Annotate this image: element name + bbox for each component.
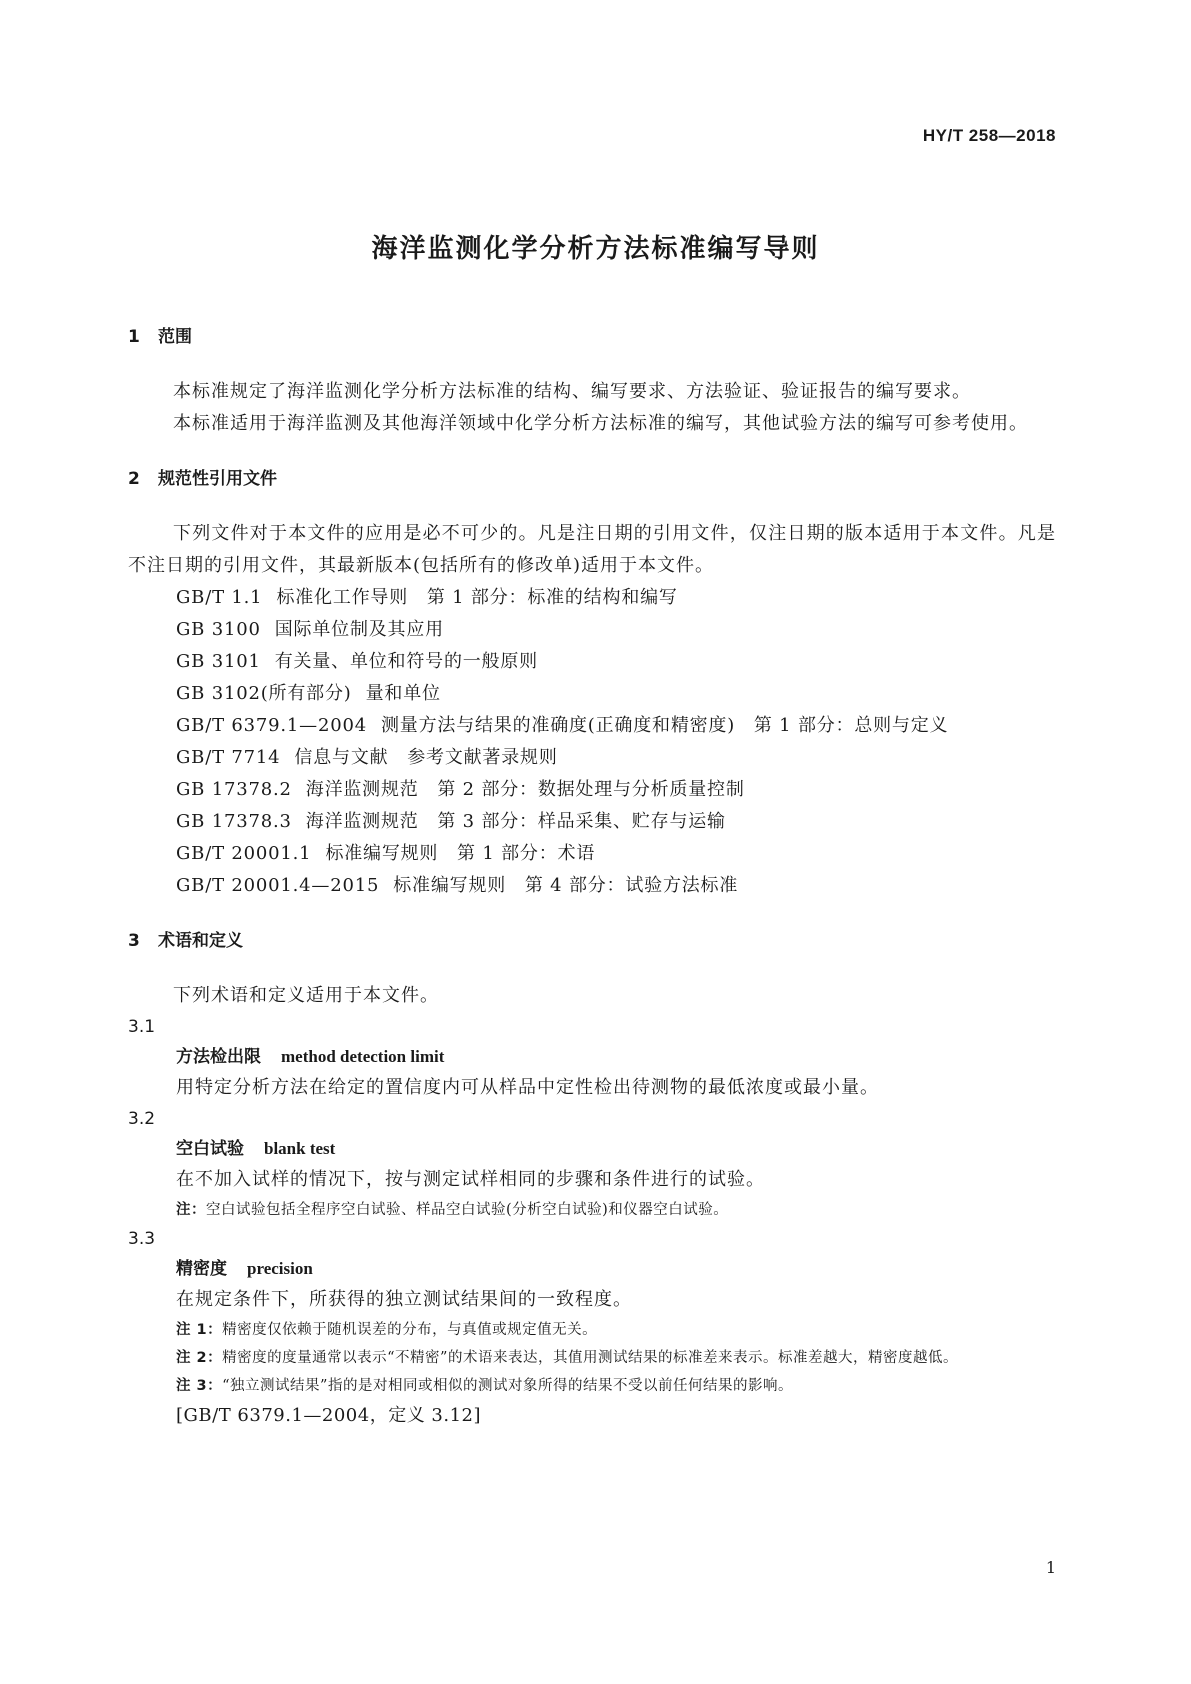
term-heading — [128, 1254, 1056, 1284]
term-definition: 在规定条件下，所获得的独立测试结果间的一致程度。 — [176, 1289, 632, 1310]
reference-title: 海洋监测规范 第 2 部分：数据处理与分析质量控制 — [305, 779, 745, 800]
term-number: 3.1 — [128, 1017, 156, 1037]
reference-code: GB 3101 — [176, 651, 261, 672]
section-number: 1 — [128, 327, 140, 347]
section-title: 范围 — [158, 327, 192, 347]
term-source-reference: [GB/T 6379.1—2004，定义 3.12] — [176, 1405, 482, 1426]
note-label: 注 2： — [176, 1350, 223, 1366]
reference-item — [128, 806, 1056, 838]
reference-item — [128, 646, 1056, 678]
term-heading — [128, 1134, 1056, 1164]
term-number: 3.2 — [128, 1109, 156, 1129]
note-label: 注 3： — [176, 1378, 223, 1394]
reference-code: GB 17378.2 — [176, 779, 292, 800]
reference-item — [128, 710, 1056, 742]
term-note — [128, 1344, 1056, 1372]
note-text: 空白试验包括全程序空白试验、样品空白试验(分析空白试验)和仪器空白试验。 — [206, 1202, 729, 1218]
term-note — [128, 1316, 1056, 1344]
reference-item — [128, 774, 1056, 806]
note-label: 注： — [176, 1202, 206, 1218]
reference-item — [128, 614, 1056, 646]
reference-code: GB 3100 — [176, 619, 261, 640]
term-chinese: 精密度 — [176, 1259, 227, 1279]
reference-title: 测量方法与结果的准确度(正确度和精密度) 第 1 部分：总则与定义 — [381, 715, 949, 736]
reference-code: GB 3102(所有部分) — [176, 683, 352, 704]
reference-title: 有关量、单位和符号的一般原则 — [274, 651, 538, 672]
document-body — [128, 322, 1056, 1432]
reference-code: GB/T 20001.4—2015 — [176, 875, 380, 896]
scope-paragraph-1: 本标准规定了海洋监测化学分析方法标准的结构、编写要求、方法验证、验证报告的编写要求。 — [173, 381, 971, 402]
reference-item — [128, 742, 1056, 774]
reference-title: 标准化工作导则 第 1 部分：标准的结构和编写 — [276, 587, 678, 608]
section-title: 术语和定义 — [158, 931, 243, 951]
term-note — [128, 1196, 1056, 1224]
document-title: 海洋监测化学分析方法标准编写导则 — [371, 234, 820, 264]
note-text: “独立测试结果”指的是对相同或相似的测试对象所得的结果不受以前任何结果的影响。 — [222, 1378, 793, 1394]
scope-paragraph-2: 本标准适用于海洋监测及其他海洋领域中化学分析方法标准的编写，其他试验方法的编写可参考使用。 — [173, 413, 1028, 434]
term-definition: 用特定分析方法在给定的置信度内可从样品中定性检出待测物的最低浓度或最小量。 — [176, 1077, 879, 1098]
term-definition: 在不加入试样的情况下，按与测定试样相同的步骤和条件进行的试验。 — [176, 1169, 765, 1190]
term-note — [128, 1372, 1056, 1400]
note-label: 注 1： — [176, 1322, 223, 1338]
reference-code: GB/T 6379.1—2004 — [176, 715, 367, 736]
section-number: 3 — [128, 931, 140, 951]
section-title: 规范性引用文件 — [158, 469, 277, 489]
term-chinese: 空白试验 — [176, 1139, 244, 1159]
note-text: 精密度的度量通常以表示“不精密”的术语来表达，其值用测试结果的标准差来表示。标准差越大，精密度越低。 — [222, 1350, 958, 1366]
term-english: blank test — [264, 1139, 336, 1158]
section-heading-scope — [128, 322, 1056, 352]
note-text: 精密度仅依赖于随机误差的分布，与真值或规定值无关。 — [222, 1322, 598, 1338]
reference-title: 国际单位制及其应用 — [274, 619, 444, 640]
reference-title: 海洋监测规范 第 3 部分：样品采集、贮存与运输 — [305, 811, 726, 832]
reference-title: 标准编写规则 第 1 部分：术语 — [325, 843, 596, 864]
reference-title: 信息与文献 参考文献著录规则 — [294, 747, 558, 768]
term-english: precision — [247, 1259, 313, 1278]
standard-number: HY/T 258—2018 — [922, 126, 1056, 145]
reference-item — [128, 870, 1056, 902]
reference-title: 标准编写规则 第 4 部分：试验方法标准 — [393, 875, 739, 896]
term-number: 3.3 — [128, 1229, 156, 1249]
reference-item — [128, 678, 1056, 710]
reference-code: GB/T 1.1 — [176, 587, 263, 608]
reference-code: GB/T 7714 — [176, 747, 281, 768]
section-heading-normative-references — [128, 464, 1056, 494]
reference-code: GB 17378.3 — [176, 811, 292, 832]
term-heading — [128, 1042, 1056, 1072]
terms-intro: 下列术语和定义适用于本文件。 — [173, 985, 439, 1006]
term-english: method detection limit — [281, 1047, 445, 1066]
term-chinese: 方法检出限 — [176, 1047, 261, 1067]
reference-item — [128, 838, 1056, 870]
reference-item — [128, 582, 1056, 614]
section-heading-terms-definitions — [128, 926, 1056, 956]
reference-code: GB/T 20001.1 — [176, 843, 312, 864]
references-intro: 下列文件对于本文件的应用是必不可少的。凡是注日期的引用文件，仅注日期的版本适用于本文件。凡是不注日期的引用文件，其最新版本(包括所有的修改单)适用于本文件。 — [128, 523, 1056, 576]
reference-title: 量和单位 — [365, 683, 441, 704]
page-number: 1 — [1045, 1558, 1056, 1577]
section-number: 2 — [128, 469, 140, 489]
